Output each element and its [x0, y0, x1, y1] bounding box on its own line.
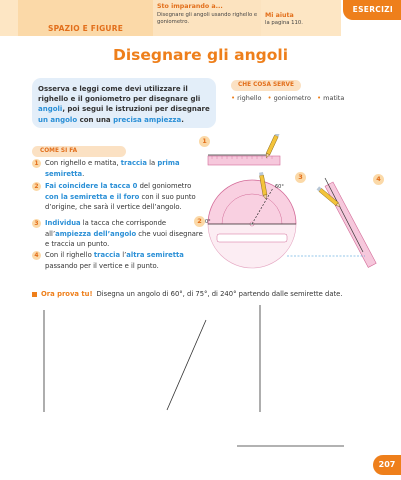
step-keyword: ampiezza dell’angolo [55, 229, 137, 238]
step-number: 2 [32, 182, 41, 191]
angle-start-label: 0° [205, 219, 211, 225]
howto-label: COME SI FA [32, 146, 126, 157]
activity-lead: Ora prova tu! [41, 290, 93, 298]
step-keyword: Individua [45, 219, 81, 227]
intro-text-4: . [181, 115, 184, 124]
step-text-part: Con il righello [45, 251, 94, 259]
needs-label: CHE COSA SERVE [231, 80, 301, 91]
procedure-drawing [195, 134, 390, 274]
needs-item-label: righello [237, 94, 262, 102]
intro-text-1: Osserva e leggi come devi utilizzare il righello e il goniometro per disegnare gli [38, 85, 201, 104]
second-ray [325, 178, 363, 252]
step-keyword: con la semiretta e il foro [45, 192, 140, 201]
exercises-tab [343, 0, 401, 20]
step-text [45, 250, 205, 271]
intro-highlight-1: angoli [38, 105, 63, 114]
page-title: Disegnare gli angoli [112, 46, 289, 64]
step-text-part: che vuoi disegnare e traccia un punto. [45, 229, 203, 249]
needs-item [317, 94, 344, 102]
step-text-part: l’ [120, 251, 127, 259]
step-text-part: Con righello e matita, [45, 159, 121, 167]
pencil-icon [264, 134, 279, 158]
figure-label: 1 [199, 136, 210, 147]
step-number: 1 [32, 159, 41, 168]
step-item [32, 158, 205, 179]
step-keyword: altra semiretta [126, 251, 184, 259]
help-text: la pagina 110. [265, 20, 303, 26]
given-ray-2 [167, 320, 206, 410]
step-text-part: del goniometro [137, 182, 192, 190]
step-number: 4 [32, 251, 41, 260]
header-band-left [0, 0, 18, 36]
intro-text-3: con una [77, 115, 114, 124]
activity-text: Disegna un angolo di 60°, di 75°, di 240° partendo dalle semirette date. [96, 290, 343, 298]
figure-label: 4 [373, 174, 384, 185]
bullet-icon: • [267, 94, 272, 102]
figure-label: 2 [194, 216, 205, 227]
section-label: SPAZIO E FIGURE [48, 24, 124, 33]
step-number: 3 [32, 219, 41, 228]
figure-label: 3 [295, 172, 306, 183]
step-item [32, 250, 205, 271]
procedure-illustration [195, 134, 390, 274]
step-text [45, 218, 205, 250]
needs-item [231, 94, 261, 102]
step-text-part: . [82, 169, 85, 178]
step-text-part: passando per il vertice e il punto. [45, 261, 159, 270]
intro-text-2: , poi segui le istruzioni per disegnare [62, 105, 210, 114]
step-text-part: la tacca che corrisponde all’ [45, 219, 167, 238]
step-keyword: traccia [120, 159, 147, 167]
step-item [32, 181, 205, 213]
square-bullet-icon [32, 292, 37, 297]
step-text [45, 181, 205, 213]
step-item [32, 218, 205, 250]
ruler-icon [325, 182, 376, 267]
step-keyword: Fai coincidere la tacca 0 [45, 182, 138, 190]
needs-item-label: matita [323, 94, 345, 102]
intro-highlight-2: un angolo [38, 115, 78, 124]
step-keyword: prima semiretta [45, 159, 180, 178]
needs-item [267, 94, 311, 102]
angle-end-label: 60° [275, 184, 284, 190]
step-keyword: traccia [93, 251, 121, 259]
step-text-part: con il suo punto d’origine, che sarà il vertice dell’angolo. [45, 192, 196, 212]
ruler-icon [208, 156, 280, 165]
help-title: Mi aiuta [265, 12, 294, 19]
bullet-icon: • [231, 94, 236, 102]
learning-title: Sto imparando a... [157, 3, 223, 10]
needs-item-label: goniometro [273, 94, 311, 102]
activity-instruction [32, 290, 343, 298]
intro-highlight-3: precisa ampiezza [113, 115, 182, 124]
step-text-part: la [146, 159, 158, 167]
step-text [45, 158, 205, 179]
learning-text: Disegnare gli angoli usando righello e goniometro. [157, 12, 258, 25]
drawing-area [0, 300, 401, 460]
page-header [0, 0, 401, 44]
intro-box [32, 78, 216, 128]
needs-list [231, 94, 344, 102]
bullet-icon: • [317, 94, 322, 102]
exercises-tab-label: ESERCIZI [352, 5, 393, 14]
page-number: 207 [373, 455, 401, 475]
